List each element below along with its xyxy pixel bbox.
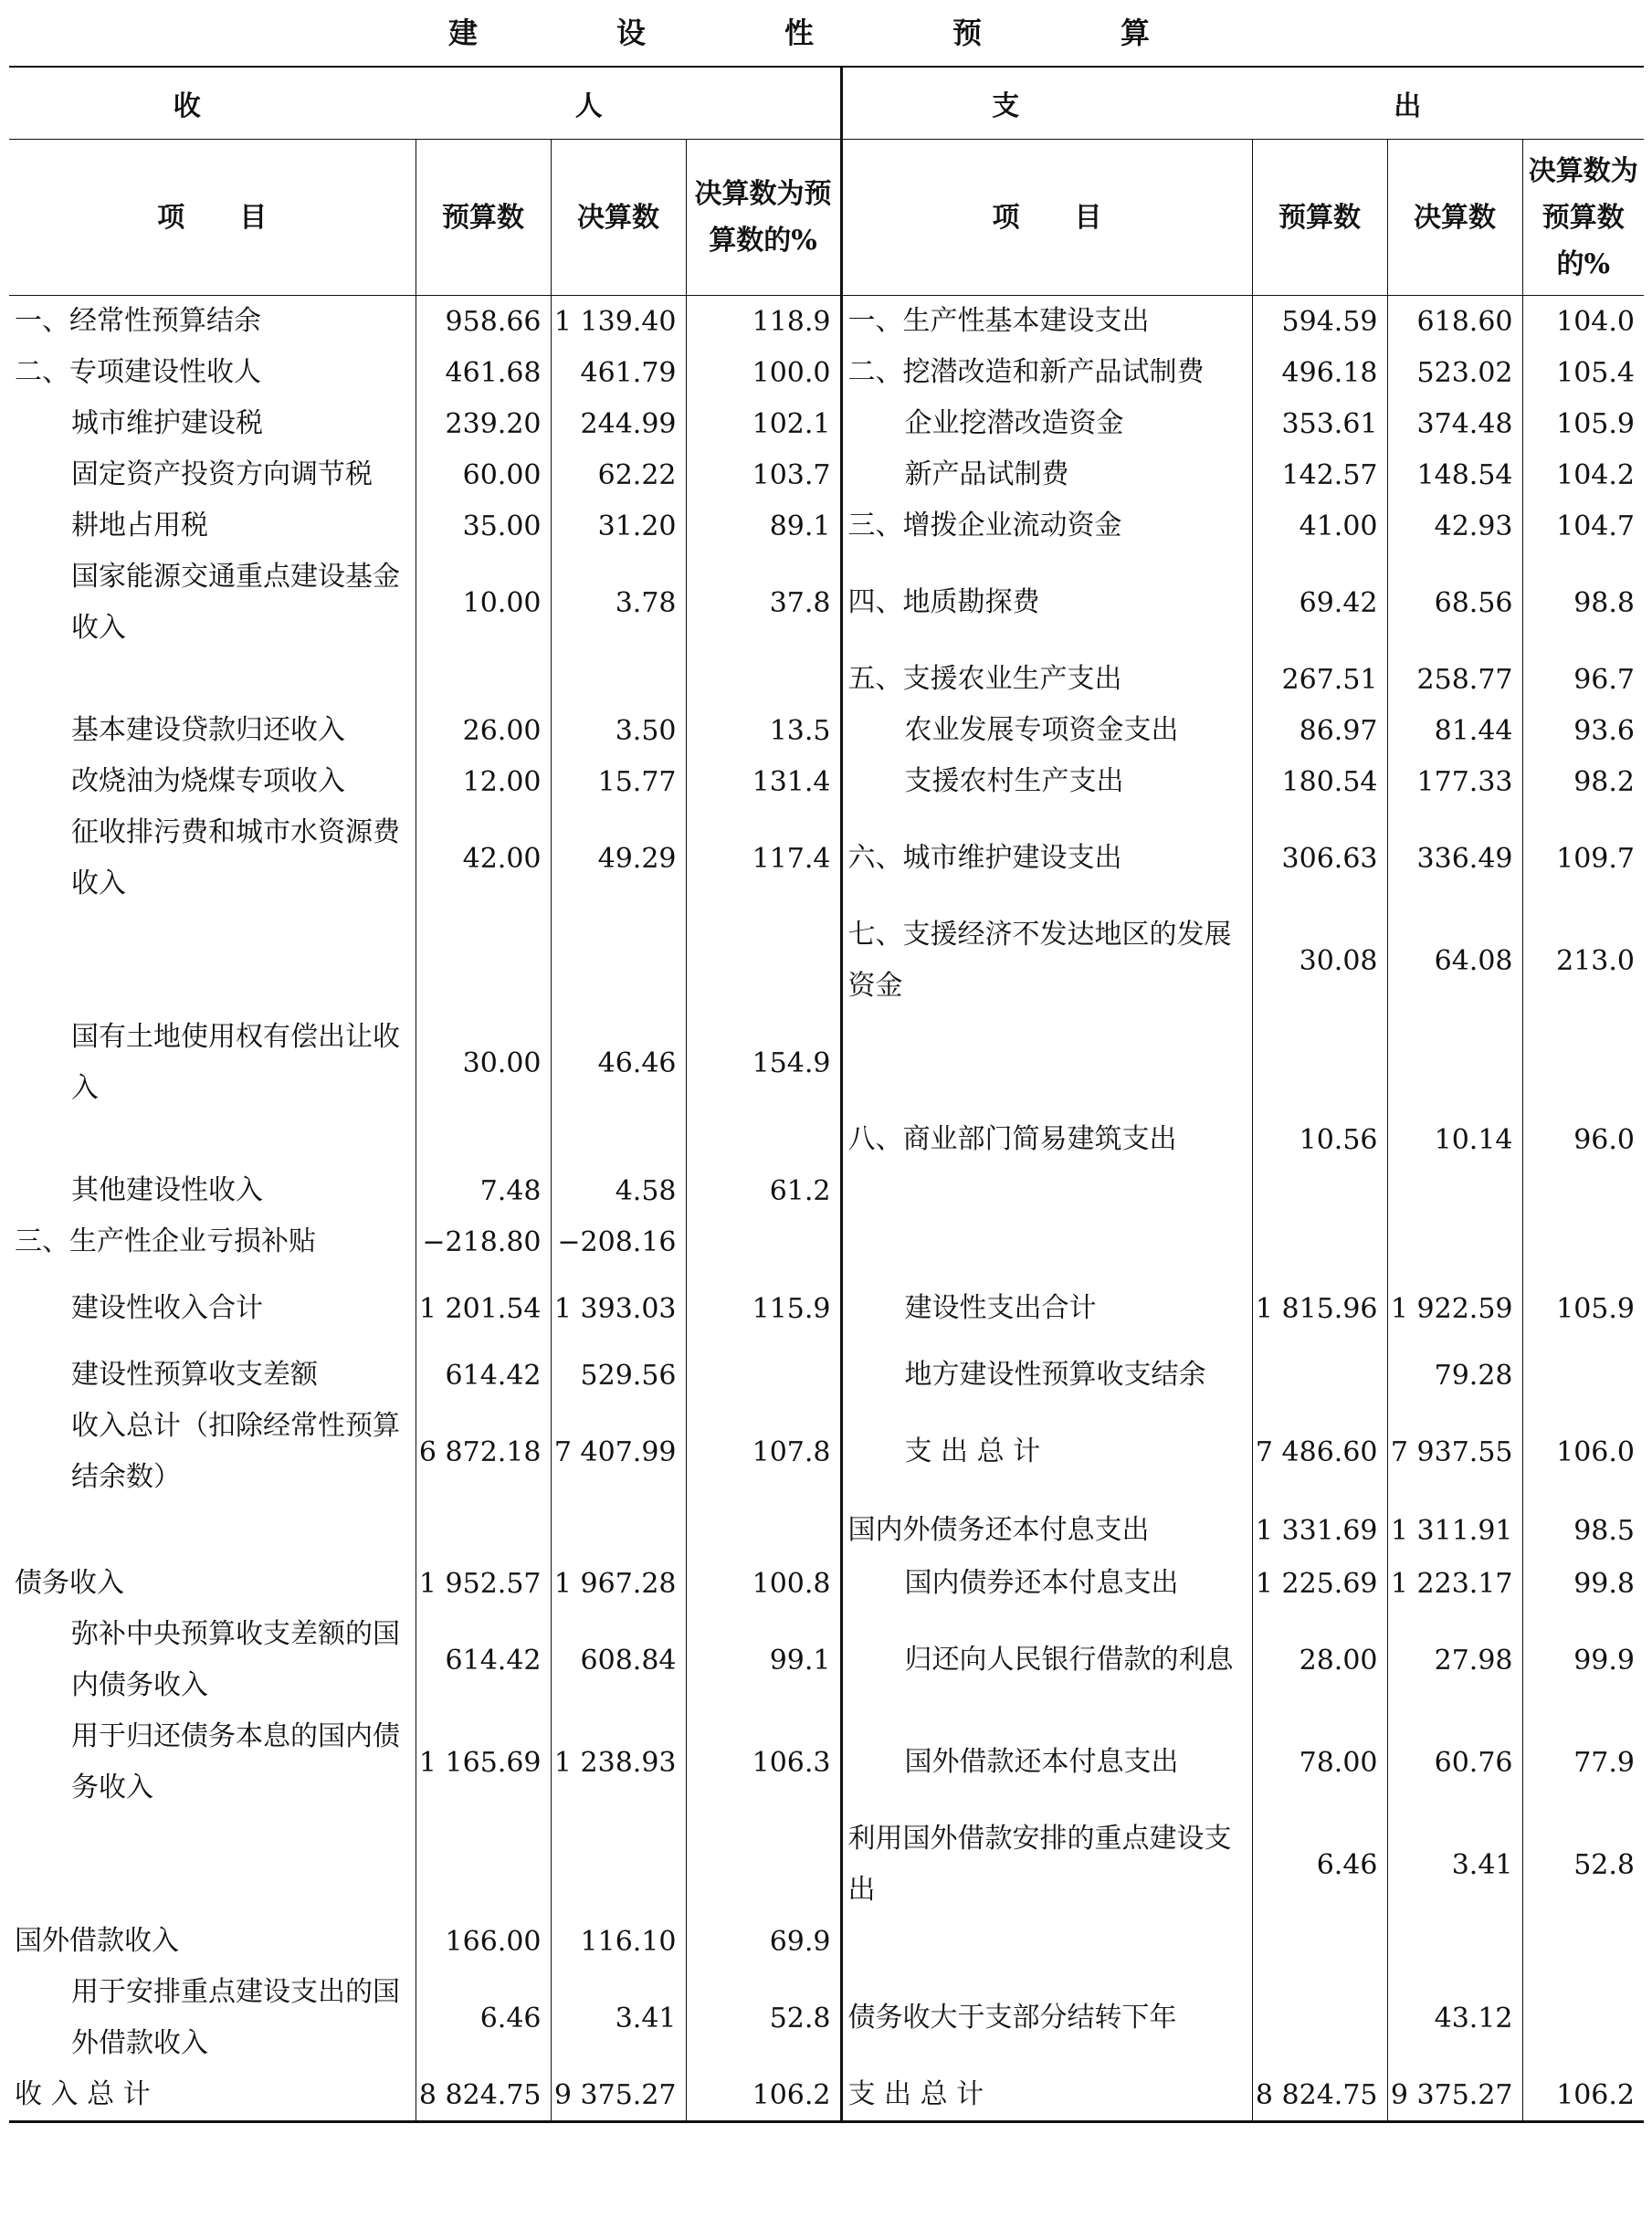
- expense-item: [841, 1916, 1252, 1967]
- income-item: 城市维护建设税: [71, 407, 263, 439]
- expense-pct: [1522, 1967, 1644, 2069]
- expense-pct: 104.2: [1522, 449, 1644, 500]
- income-final: −208.16: [551, 1216, 686, 1267]
- expense-budget: 1 815.96: [1252, 1267, 1387, 1350]
- expense-budget: [1252, 1916, 1387, 1967]
- income-budget: [416, 909, 551, 1012]
- expense-final: 374.48: [1387, 398, 1522, 449]
- expense-item: 支 出 总 计: [841, 1401, 1252, 1503]
- income-budget: 1 201.54: [416, 1267, 551, 1350]
- expense-final: 27.98: [1387, 1609, 1522, 1711]
- expense-item: 建设性支出合计: [841, 1267, 1252, 1350]
- income-pct: [686, 1814, 841, 1916]
- expense-pct: 106.0: [1522, 1401, 1644, 1503]
- income-final: [551, 1503, 686, 1558]
- income-final: 3.50: [551, 705, 686, 756]
- expense-item: 农业发展专项资金支出: [841, 705, 1252, 756]
- expense-item: 七、支援经济不发达地区的发展资金: [841, 909, 1252, 1012]
- income-budget: 10.00: [416, 552, 551, 654]
- expense-pct: 99.8: [1522, 1558, 1644, 1609]
- expense-budget: [1252, 1216, 1387, 1267]
- income-budget: 42.00: [416, 807, 551, 909]
- expense-budget: [1252, 1012, 1387, 1114]
- income-final: 4.58: [551, 1165, 686, 1216]
- income-item: 收入总计（扣除经常性预算结余数）: [71, 1410, 400, 1493]
- income-item: 其他建设性收入: [71, 1174, 263, 1206]
- table-row: [9, 347, 1644, 398]
- expense-final: [1387, 1012, 1522, 1114]
- income-pct: 89.1: [686, 500, 841, 552]
- income-final: 461.79: [551, 347, 686, 398]
- income-final: 1 139.40: [551, 296, 686, 348]
- table-row: [9, 1114, 1644, 1165]
- table-body: [9, 296, 1644, 2122]
- expense-item: 二、挖潜改造和新产品试制费: [841, 347, 1252, 398]
- expense-final: 64.08: [1387, 909, 1522, 1012]
- expense-final: 79.28: [1387, 1350, 1522, 1401]
- income-item: [9, 1503, 416, 1558]
- expense-item: 六、城市维护建设支出: [841, 807, 1252, 909]
- table-row: [9, 2069, 1644, 2122]
- income-budget: 6 872.18: [416, 1401, 551, 1503]
- expense-item: 支援农村生产支出: [841, 756, 1252, 807]
- table-row: [9, 1503, 1644, 1558]
- income-budget: −218.80: [416, 1216, 551, 1267]
- expense-pct: 105.9: [1522, 1267, 1644, 1350]
- expense-budget: 1 225.69: [1252, 1558, 1387, 1609]
- col-item-right: 项 目: [841, 140, 1252, 296]
- income-budget: 7.48: [416, 1165, 551, 1216]
- income-final: [551, 1114, 686, 1165]
- income-final: 15.77: [551, 756, 686, 807]
- expense-pct: 213.0: [1522, 909, 1644, 1012]
- budget-table: [9, 68, 1644, 2123]
- expense-pct: 99.9: [1522, 1609, 1644, 1711]
- expense-pct: 77.9: [1522, 1711, 1644, 1814]
- expense-final: 9 375.27: [1387, 2069, 1522, 2122]
- expense-item: 一、生产性基本建设支出: [841, 296, 1252, 348]
- income-final: [551, 654, 686, 705]
- expense-budget: 28.00: [1252, 1609, 1387, 1711]
- income-item: 建设性预算收支差额: [71, 1359, 318, 1391]
- expense-final: 60.76: [1387, 1711, 1522, 1814]
- income-budget: 614.42: [416, 1609, 551, 1711]
- income-final: 529.56: [551, 1350, 686, 1401]
- income-budget: 1 165.69: [416, 1711, 551, 1814]
- income-budget: 6.46: [416, 1967, 551, 2069]
- expense-budget: 78.00: [1252, 1711, 1387, 1814]
- income-pct: [686, 1350, 841, 1401]
- expense-pct: 96.7: [1522, 654, 1644, 705]
- expense-item: 八、商业部门简易建筑支出: [841, 1114, 1252, 1165]
- expense-item: 四、地质勘探费: [841, 552, 1252, 654]
- expense-pct: [1522, 1350, 1644, 1401]
- expense-pct: 52.8: [1522, 1814, 1644, 1916]
- expense-header: 支 出: [841, 68, 1644, 140]
- table-row: [9, 1401, 1644, 1503]
- income-final: 9 375.27: [551, 2069, 686, 2122]
- expense-final: 148.54: [1387, 449, 1522, 500]
- income-pct: [686, 1216, 841, 1267]
- income-final: 1 967.28: [551, 1558, 686, 1609]
- income-budget: 239.20: [416, 398, 551, 449]
- expense-budget: 86.97: [1252, 705, 1387, 756]
- table-row: [9, 1267, 1644, 1350]
- expense-budget: 30.08: [1252, 909, 1387, 1012]
- col-final-left: 决算数: [551, 140, 686, 296]
- expense-final: 258.77: [1387, 654, 1522, 705]
- expense-final: 68.56: [1387, 552, 1522, 654]
- expense-final: 3.41: [1387, 1814, 1522, 1916]
- expense-budget: [1252, 1967, 1387, 2069]
- income-budget: 35.00: [416, 500, 551, 552]
- table-row: [9, 1916, 1644, 1967]
- expense-final: 10.14: [1387, 1114, 1522, 1165]
- income-item: 三、生产性企业亏损补贴: [15, 1225, 316, 1257]
- expense-pct: [1522, 1165, 1644, 1216]
- expense-pct: 98.5: [1522, 1503, 1644, 1558]
- income-item: 债务收入: [15, 1567, 124, 1599]
- income-budget: 26.00: [416, 705, 551, 756]
- income-budget: 958.66: [416, 296, 551, 348]
- income-pct: [686, 1503, 841, 1558]
- income-pct: 61.2: [686, 1165, 841, 1216]
- income-header: 收 人: [9, 68, 841, 140]
- table-row: [9, 654, 1644, 705]
- expense-item: [841, 1216, 1252, 1267]
- expense-budget: 496.18: [1252, 347, 1387, 398]
- income-item: 用于归还债务本息的国内债务收入: [71, 1720, 400, 1803]
- income-item: 基本建设贷款归还收入: [71, 714, 345, 746]
- income-pct: 102.1: [686, 398, 841, 449]
- table-row: [9, 807, 1644, 909]
- income-final: 244.99: [551, 398, 686, 449]
- expense-item: 五、支援农业生产支出: [841, 654, 1252, 705]
- expense-final: 1 922.59: [1387, 1267, 1522, 1350]
- income-pct: [686, 1114, 841, 1165]
- income-pct: 69.9: [686, 1916, 841, 1967]
- expense-budget: 306.63: [1252, 807, 1387, 909]
- income-final: 1 393.03: [551, 1267, 686, 1350]
- expense-pct: 105.9: [1522, 398, 1644, 449]
- expense-final: 1 223.17: [1387, 1558, 1522, 1609]
- budget-document: [9, 0, 1644, 2123]
- income-pct: 154.9: [686, 1012, 841, 1114]
- income-budget: [416, 1814, 551, 1916]
- income-item: 固定资产投资方向调节税: [71, 458, 373, 490]
- income-budget: 8 824.75: [416, 2069, 551, 2122]
- income-budget: 1 952.57: [416, 1558, 551, 1609]
- expense-item: 地方建设性预算收支结余: [841, 1350, 1252, 1401]
- expense-budget: 142.57: [1252, 449, 1387, 500]
- income-item: 改烧油为烧煤专项收入: [71, 765, 345, 797]
- income-pct: 106.3: [686, 1711, 841, 1814]
- expense-final: [1387, 1216, 1522, 1267]
- income-item: [9, 909, 416, 1012]
- income-pct: 106.2: [686, 2069, 841, 2122]
- expense-final: 336.49: [1387, 807, 1522, 909]
- income-pct: 107.8: [686, 1401, 841, 1503]
- income-pct: 117.4: [686, 807, 841, 909]
- col-pct-right: 决算数为预算数的%: [1522, 140, 1644, 296]
- col-budget-right: 预算数: [1252, 140, 1387, 296]
- table-row: [9, 500, 1644, 552]
- col-final-right: 决算数: [1387, 140, 1522, 296]
- expense-budget: 41.00: [1252, 500, 1387, 552]
- income-item: 国有土地使用权有偿出让收入: [71, 1021, 400, 1104]
- income-budget: 166.00: [416, 1916, 551, 1967]
- income-pct: 118.9: [686, 296, 841, 348]
- expense-item: [841, 1012, 1252, 1114]
- table-row: [9, 1609, 1644, 1711]
- table-row: [9, 552, 1644, 654]
- table-row: [9, 705, 1644, 756]
- income-final: 62.22: [551, 449, 686, 500]
- income-item: [9, 1814, 416, 1916]
- expense-pct: 104.7: [1522, 500, 1644, 552]
- table-row: [9, 1216, 1644, 1267]
- income-budget: [416, 1114, 551, 1165]
- income-budget: [416, 654, 551, 705]
- income-pct: 115.9: [686, 1267, 841, 1350]
- expense-item: 国内外债务还本付息支出: [841, 1503, 1252, 1558]
- income-final: 3.78: [551, 552, 686, 654]
- table-row: [9, 449, 1644, 500]
- income-final: 46.46: [551, 1012, 686, 1114]
- income-final: 116.10: [551, 1916, 686, 1967]
- expense-budget: [1252, 1350, 1387, 1401]
- income-final: 7 407.99: [551, 1401, 686, 1503]
- income-pct: 100.8: [686, 1558, 841, 1609]
- expense-budget: 6.46: [1252, 1814, 1387, 1916]
- expense-budget: [1252, 1165, 1387, 1216]
- expense-final: [1387, 1165, 1522, 1216]
- expense-pct: [1522, 1012, 1644, 1114]
- expense-budget: 594.59: [1252, 296, 1387, 348]
- income-budget: 60.00: [416, 449, 551, 500]
- expense-item: 新产品试制费: [841, 449, 1252, 500]
- expense-budget: 7 486.60: [1252, 1401, 1387, 1503]
- expense-pct: 106.2: [1522, 2069, 1644, 2122]
- expense-pct: 104.0: [1522, 296, 1644, 348]
- expense-final: 523.02: [1387, 347, 1522, 398]
- expense-final: 618.60: [1387, 296, 1522, 348]
- table-row: [9, 909, 1644, 1012]
- income-budget: 614.42: [416, 1350, 551, 1401]
- expense-item: 国外借款还本付息支出: [841, 1711, 1252, 1814]
- expense-final: 1 311.91: [1387, 1503, 1522, 1558]
- expense-budget: 1 331.69: [1252, 1503, 1387, 1558]
- expense-final: [1387, 1916, 1522, 1967]
- income-item: 二、专项建设性收人: [15, 356, 261, 388]
- income-item: 收 入 总 计: [15, 2078, 151, 2110]
- expense-item: [841, 1165, 1252, 1216]
- expense-item: 债务收大于支部分结转下年: [841, 1967, 1252, 2069]
- table-row: [9, 1558, 1644, 1609]
- income-item: 一、经常性预算结余: [15, 305, 261, 337]
- expense-item: 支 出 总 计: [841, 2069, 1252, 2122]
- income-pct: 131.4: [686, 756, 841, 807]
- income-pct: 13.5: [686, 705, 841, 756]
- expense-budget: 69.42: [1252, 552, 1387, 654]
- table-row: [9, 1967, 1644, 2069]
- income-pct: 99.1: [686, 1609, 841, 1711]
- income-item: 用于安排重点建设支出的国外借款收入: [71, 1976, 400, 2059]
- expense-pct: [1522, 1916, 1644, 1967]
- income-item: [9, 1114, 416, 1165]
- col-pct-left: 决算数为预算数的%: [686, 140, 841, 296]
- expense-pct: 98.2: [1522, 756, 1644, 807]
- table-row: [9, 296, 1644, 348]
- expense-final: 7 937.55: [1387, 1401, 1522, 1503]
- table-row: [9, 398, 1644, 449]
- table-row: [9, 1814, 1644, 1916]
- income-item: 征收排污费和城市水资源费收入: [71, 816, 400, 899]
- income-item: 国外借款收入: [15, 1925, 179, 1957]
- table-row: [9, 756, 1644, 807]
- income-budget: 461.68: [416, 347, 551, 398]
- table-row: [9, 1350, 1644, 1401]
- expense-item: 归还向人民银行借款的利息: [841, 1609, 1252, 1711]
- expense-final: 42.93: [1387, 500, 1522, 552]
- income-final: 31.20: [551, 500, 686, 552]
- income-final: 1 238.93: [551, 1711, 686, 1814]
- expense-budget: 267.51: [1252, 654, 1387, 705]
- expense-final: 81.44: [1387, 705, 1522, 756]
- income-item: 建设性收入合计: [71, 1292, 263, 1324]
- expense-item: 三、增拨企业流动资金: [841, 500, 1252, 552]
- income-pct: 52.8: [686, 1967, 841, 2069]
- expense-pct: 96.0: [1522, 1114, 1644, 1165]
- expense-pct: 98.8: [1522, 552, 1644, 654]
- expense-item: 企业挖潜改造资金: [841, 398, 1252, 449]
- expense-budget: 10.56: [1252, 1114, 1387, 1165]
- income-final: 608.84: [551, 1609, 686, 1711]
- income-final: 49.29: [551, 807, 686, 909]
- income-pct: 37.8: [686, 552, 841, 654]
- table-row: [9, 1165, 1644, 1216]
- income-item: 国家能源交通重点建设基金收入: [71, 561, 400, 644]
- expense-pct: 93.6: [1522, 705, 1644, 756]
- table-row: [9, 1012, 1644, 1114]
- income-item: 耕地占用税: [71, 510, 208, 541]
- table-row: [9, 1711, 1644, 1814]
- income-item: 弥补中央预算收支差额的国内债务收入: [71, 1618, 400, 1701]
- expense-pct: [1522, 1216, 1644, 1267]
- income-final: [551, 909, 686, 1012]
- income-budget: 12.00: [416, 756, 551, 807]
- expense-budget: 353.61: [1252, 398, 1387, 449]
- income-final: [551, 1814, 686, 1916]
- expense-final: 43.12: [1387, 1967, 1522, 2069]
- income-budget: [416, 1503, 551, 1558]
- expense-pct: 109.7: [1522, 807, 1644, 909]
- expense-item: 利用国外借款安排的重点建设支出: [841, 1814, 1252, 1916]
- page-title: 建 设 性 预 算: [9, 0, 1644, 68]
- income-pct: [686, 909, 841, 1012]
- col-budget-left: 预算数: [416, 140, 551, 296]
- expense-item: 国内债券还本付息支出: [841, 1558, 1252, 1609]
- expense-budget: 8 824.75: [1252, 2069, 1387, 2122]
- income-pct: [686, 654, 841, 705]
- expense-pct: 105.4: [1522, 347, 1644, 398]
- expense-budget: 180.54: [1252, 756, 1387, 807]
- income-budget: 30.00: [416, 1012, 551, 1114]
- income-pct: 103.7: [686, 449, 841, 500]
- expense-final: 177.33: [1387, 756, 1522, 807]
- col-item-left: 项 目: [9, 140, 416, 296]
- income-item: [9, 654, 416, 705]
- income-final: 3.41: [551, 1967, 686, 2069]
- income-pct: 100.0: [686, 347, 841, 398]
